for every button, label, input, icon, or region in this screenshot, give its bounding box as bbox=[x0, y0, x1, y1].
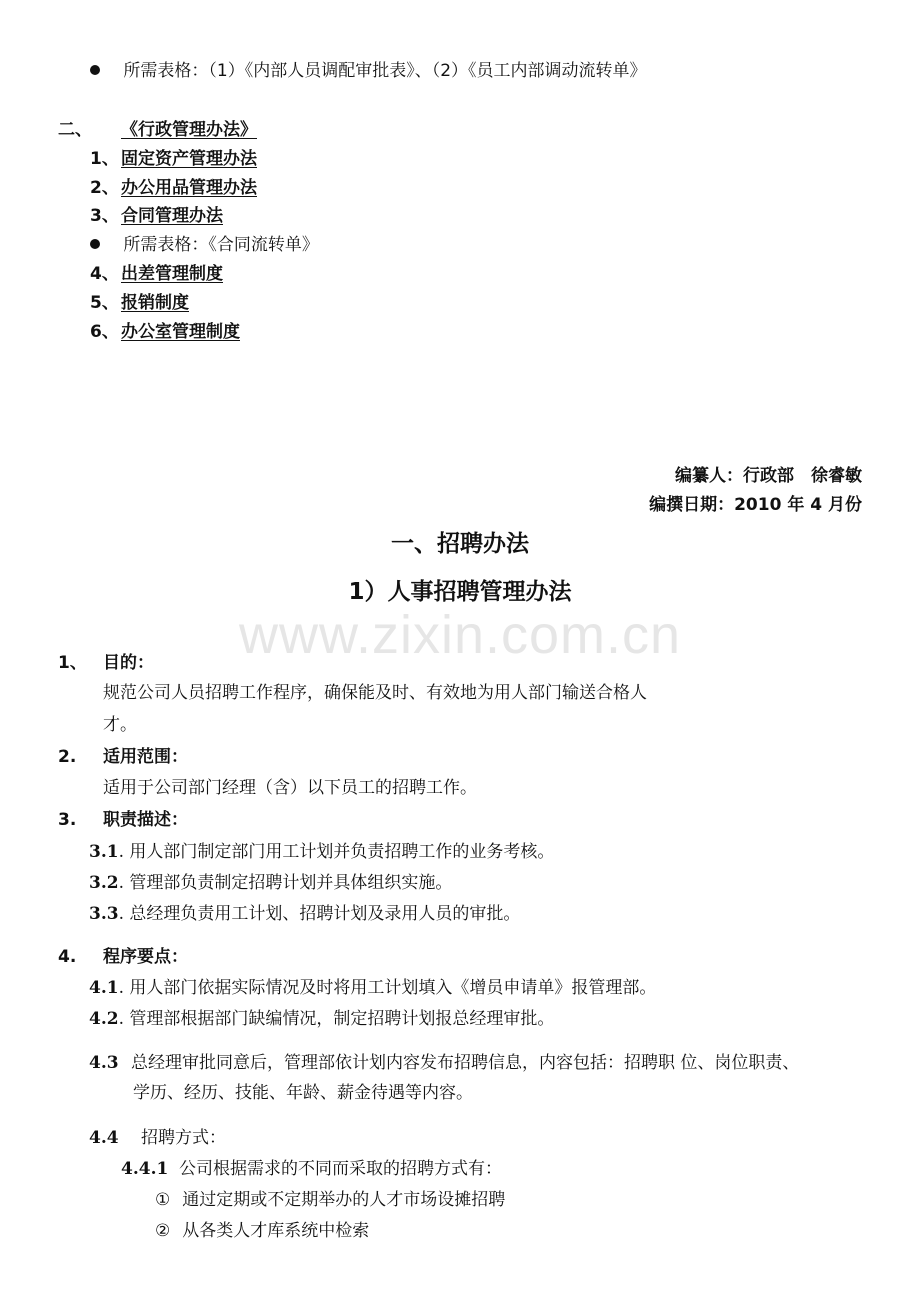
s3-item-3 bbox=[89, 903, 520, 925]
link-business-trip[interactable]: 出差管理制度 bbox=[121, 264, 223, 284]
s4-heading: 程序要点： bbox=[103, 947, 188, 967]
section-2-item-1 bbox=[90, 148, 257, 170]
s3-item-2 bbox=[89, 872, 452, 894]
link-office-management[interactable]: 办公室管理制度 bbox=[121, 322, 240, 342]
item-number: 1、 bbox=[90, 149, 119, 169]
compiler-date: 编撰日期：2010 年 4 月份 bbox=[649, 495, 862, 515]
s4-item-4-1-text: 公司根据需求的不同而采取的招聘方式有： bbox=[179, 1159, 502, 1179]
contract-forms-bullet bbox=[90, 234, 319, 256]
item-text: . 管理部负责制定招聘计划并具体组织实施。 bbox=[118, 873, 453, 893]
s3-item-1 bbox=[89, 841, 554, 863]
page-title: 一、招聘办法 bbox=[391, 531, 529, 557]
s4-item-1 bbox=[89, 977, 656, 999]
section-2-item-2 bbox=[90, 177, 257, 199]
item-number: 4.2 bbox=[89, 1009, 119, 1029]
link-fixed-assets[interactable]: 固定资产管理办法 bbox=[121, 149, 257, 169]
s1-body-line2: 才。 bbox=[103, 715, 137, 735]
item-number: 3.3 bbox=[89, 904, 119, 924]
s4-number: 4. bbox=[58, 947, 77, 967]
circled-number: ① bbox=[155, 1190, 171, 1210]
watermark-text: www.zixin.com.cn bbox=[238, 605, 682, 665]
required-forms-text: 所需表格：（1）《内部人员调配审批表》、（2）《员工内部调动流转单》 bbox=[123, 61, 647, 81]
method-text: 通过定期或不定期举办的人才市场设摊招聘 bbox=[182, 1190, 506, 1210]
item-text: . 总经理负责用工计划、招聘计划及录用人员的审批。 bbox=[118, 904, 521, 924]
section-2-number: 二、 bbox=[58, 120, 92, 140]
contract-forms-text: 所需表格：《合同流转单》 bbox=[123, 235, 319, 255]
s4-item-2 bbox=[89, 1008, 554, 1030]
s1-heading: 目的： bbox=[103, 653, 154, 673]
link-contract[interactable]: 合同管理办法 bbox=[121, 206, 223, 226]
bullet-icon bbox=[90, 65, 100, 75]
s4-item-3-line1: 总经理审批同意后，管理部依计划内容发布招聘信息，内容包括：招聘职 位、岗位职责、 bbox=[131, 1053, 800, 1073]
bullet-icon bbox=[90, 239, 100, 249]
s4-item-4-number: 4.4 bbox=[89, 1128, 119, 1148]
compiler-editor: 编纂人：行政部 徐睿敏 bbox=[675, 466, 862, 486]
s4-item-4-text: 招聘方式： bbox=[141, 1128, 226, 1148]
s2-body-line1: 适用于公司部门经理（含）以下员工的招聘工作。 bbox=[103, 778, 477, 798]
item-number: 5、 bbox=[90, 293, 119, 313]
section-2-item-5 bbox=[90, 292, 189, 314]
item-number: 4、 bbox=[90, 264, 119, 284]
page-subtitle: 1）人事招聘管理办法 bbox=[348, 579, 572, 605]
item-number: 3.2 bbox=[89, 873, 119, 893]
s4-item-3-line2: 学历、经历、技能、年龄、薪金待遇等内容。 bbox=[133, 1083, 473, 1103]
section-2-item-6 bbox=[90, 321, 240, 343]
item-text: . 用人部门制定部门用工计划并负责招聘工作的业务考核。 bbox=[118, 842, 555, 862]
item-number: 6、 bbox=[90, 322, 119, 342]
method-2 bbox=[155, 1220, 369, 1242]
method-1 bbox=[155, 1189, 505, 1211]
item-number: 2、 bbox=[90, 178, 119, 198]
link-office-supplies[interactable]: 办公用品管理办法 bbox=[121, 178, 257, 198]
item-number: 4.1 bbox=[89, 978, 119, 998]
circled-number: ② bbox=[155, 1221, 171, 1241]
link-reimbursement[interactable]: 报销制度 bbox=[121, 293, 189, 313]
s4-item-4-1-number: 4.4.1 bbox=[121, 1159, 169, 1179]
section-2-item-4 bbox=[90, 263, 223, 285]
s3-number: 3. bbox=[58, 810, 77, 830]
required-forms-bullet bbox=[90, 60, 647, 82]
s2-heading: 适用范围： bbox=[103, 747, 188, 767]
s1-body-line1: 规范公司人员招聘工作程序，确保能及时、有效地为用人部门输送合格人 bbox=[103, 683, 647, 703]
s4-item-3-number: 4.3 bbox=[89, 1053, 119, 1073]
item-number: 3.1 bbox=[89, 842, 119, 862]
item-number: 3、 bbox=[90, 206, 119, 226]
s1-number: 1、 bbox=[58, 653, 87, 673]
method-text: 从各类人才库系统中检索 bbox=[182, 1221, 370, 1241]
item-text: . 用人部门依据实际情况及时将用工计划填入《增员申请单》报管理部。 bbox=[118, 978, 657, 998]
s2-number: 2. bbox=[58, 747, 77, 767]
section-2-item-3 bbox=[90, 205, 223, 227]
section-2-title[interactable]: 《行政管理办法》 bbox=[121, 120, 257, 140]
s3-heading: 职责描述： bbox=[103, 810, 188, 830]
item-text: . 管理部根据部门缺编情况，制定招聘计划报总经理审批。 bbox=[118, 1009, 555, 1029]
